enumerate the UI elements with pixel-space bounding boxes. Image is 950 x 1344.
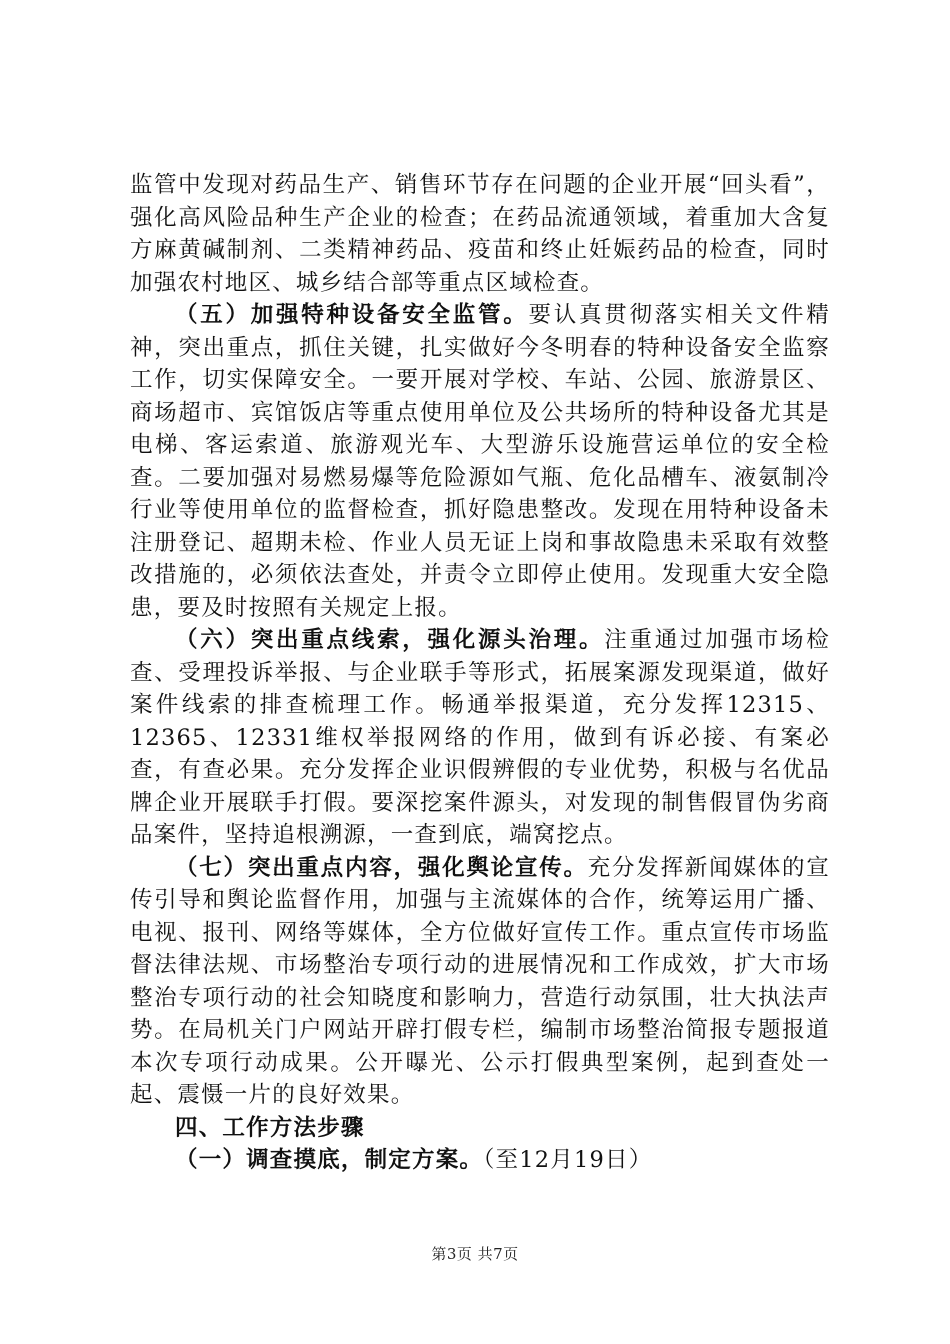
paragraph-publicity <box>130 852 830 1112</box>
paragraph-text: 要认真贯彻落实相关文件精神，突出重点，抓住关键，扎实做好今冬明春的特种设备安全监察工作，切实保障安全。一要开展对学校、车站、公园、旅游景区、商场超市、宾馆饭店等重点使用单位及公共场所的特种设备尤其是电梯、客运索道、旅游观光车、大型游乐设施营运单位的安全检查。二要加强对易燃易爆等危险源如气瓶、危化品槽车、液氨制冷行业等使用单位的监督检查，抓好隐患整改。发现在用特种设备未注册登记、超期未检、作业人员无证上岗和事故隐患未采取有效整改措施的，必须依法查处，并责令立即停止使用。发现重大安全隐患，要及时按照有关规定上报。 <box>130 302 830 621</box>
paragraph-text: 注重通过加强市场检查、受理投诉举报、与企业联手等形式，拓展案源发现渠道，做好案件线索的排查梳理工作。畅通举报渠道，充分发挥12315、12365、12331维权举报网络的作用，做到有诉必接、有案必查，有查必果。充分发挥企业识假辨假的专业优势，积极与名优品牌企业开展联手打假。要深挖案件源头，对发现的制售假冒伪劣商品案件，坚持追根溯源，一查到底，端窝挖点。 <box>130 627 830 848</box>
sub-heading-title: （一）调查摸底，制定方案。 <box>175 1147 484 1173</box>
paragraph-lead: （七）突出重点内容，强化舆论宣传。 <box>175 854 588 881</box>
paragraph-key-clues <box>130 624 830 852</box>
paragraph-lead: （六）突出重点线索，强化源头治理。 <box>175 627 605 653</box>
paragraph-continuation <box>130 169 830 299</box>
sub-heading-note: （至12月19日） <box>483 1147 653 1173</box>
page-number-footer: 第3页 共7页 <box>431 1245 519 1263</box>
section-heading: 四、工作方法步骤 <box>175 1114 365 1141</box>
paragraph-lead: （五）加强特种设备安全监管。 <box>175 302 529 328</box>
paragraph-text: 充分发挥新闻媒体的宣传引导和舆论监督作用，加强与主流媒体的合作，统筹运用广播、电视、报刊、网络等媒体，全方位做好宣传工作。重点宣传市场监督法律法规、市场整治专项行动的进展情况和工作成效，扩大市场整治专项行动的社会知晓度和影响力，营造行动氛围，壮大执法声势。在局机关门户网站开辟打假专栏，编制市场整治简报专题报道本次专项行动成果。公开曝光、公示打假典型案例，起到查处一起、震慑一片的良好效果。 <box>130 854 830 1108</box>
document-body <box>130 169 830 1177</box>
paragraph-text: 监管中发现对药品生产、销售环节存在问题的企业开展“回头看”，强化高风险品种生产企业的检查；在药品流通领域，着重加大含复方麻黄碱制剂、二类精神药品、疫苗和终止妊娠药品的检查，同时加强农村地区、城乡结合部等重点区域检查。 <box>130 172 830 296</box>
paragraph-special-equipment <box>130 299 830 624</box>
sub-heading <box>130 1144 830 1177</box>
